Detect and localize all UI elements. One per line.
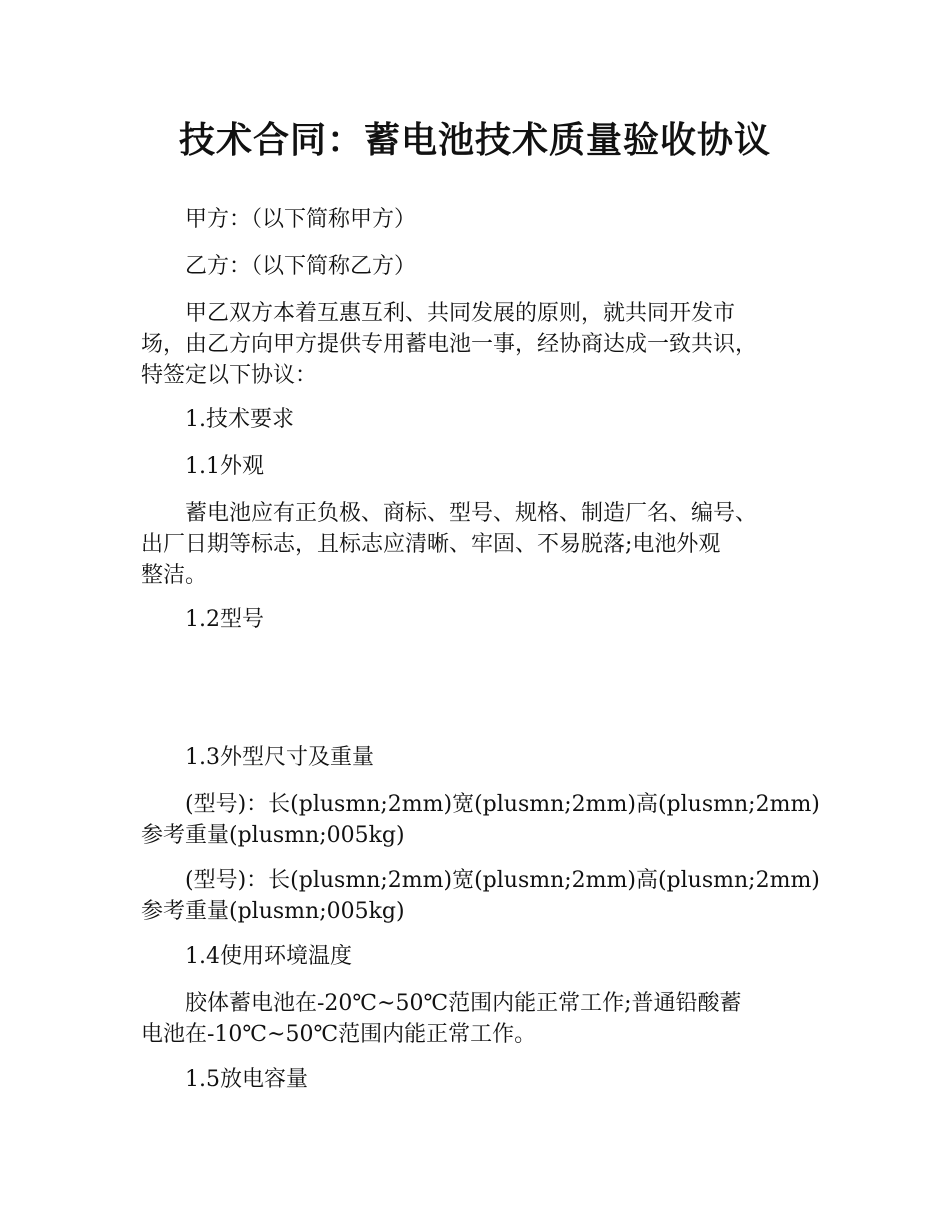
- appearance-line: 蓄电池应有正负极、商标、型号、规格、制造厂名、编号、: [185, 501, 758, 526]
- dimensions-line: (型号)：长(plusmn;2mm)宽(plusmn;2mm)高(plusmn;2mm): [185, 868, 820, 893]
- dimensions-item-2: [141, 865, 831, 927]
- dimensions-line: (型号)：长(plusmn;2mm)宽(plusmn;2mm)高(plusmn;2mm): [185, 792, 820, 817]
- intro-line: 甲乙双方本着互惠互利、共同发展的原则，就共同开发市: [185, 301, 736, 326]
- section-heading-model: 1.2型号: [185, 607, 264, 632]
- appearance-line: 出厂日期等标志，且标志应清晰、牢固、不易脱落;电池外观: [141, 532, 721, 557]
- dimensions-line: 参考重量(plusmn;005kg): [141, 899, 405, 924]
- dimensions-line: 参考重量(plusmn;005kg): [141, 823, 405, 848]
- document-title: 技术合同：蓄电池技术质量验收协议: [178, 120, 771, 161]
- section-heading-operating-temperature: 1.4使用环境温度: [185, 944, 352, 969]
- party-a-line: 甲方：（以下简称甲方）: [185, 207, 417, 232]
- intro-line: 场，由乙方向甲方提供专用蓄电池一事，经协商达成一致共识，: [141, 332, 758, 357]
- section-heading-technical-requirements: 1.技术要求: [185, 407, 294, 432]
- temperature-line: 电池在-10℃~50℃范围内能正常工作。: [141, 1022, 537, 1047]
- appearance-line: 整洁。: [141, 563, 208, 588]
- section-heading-discharge-capacity: 1.5放电容量: [185, 1067, 308, 1092]
- intro-line: 特签定以下协议：: [141, 363, 318, 388]
- temperature-paragraph: [141, 988, 831, 1050]
- appearance-paragraph: [141, 498, 831, 591]
- dimensions-item-1: [141, 789, 831, 851]
- section-heading-dimensions-weight: 1.3外型尺寸及重量: [185, 745, 374, 770]
- temperature-line: 胶体蓄电池在-20℃~50℃范围内能正常工作;普通铅酸蓄: [185, 991, 742, 1016]
- section-heading-appearance: 1.1外观: [185, 454, 264, 479]
- party-b-line: 乙方：（以下简称乙方）: [185, 254, 417, 279]
- intro-paragraph: [141, 298, 831, 391]
